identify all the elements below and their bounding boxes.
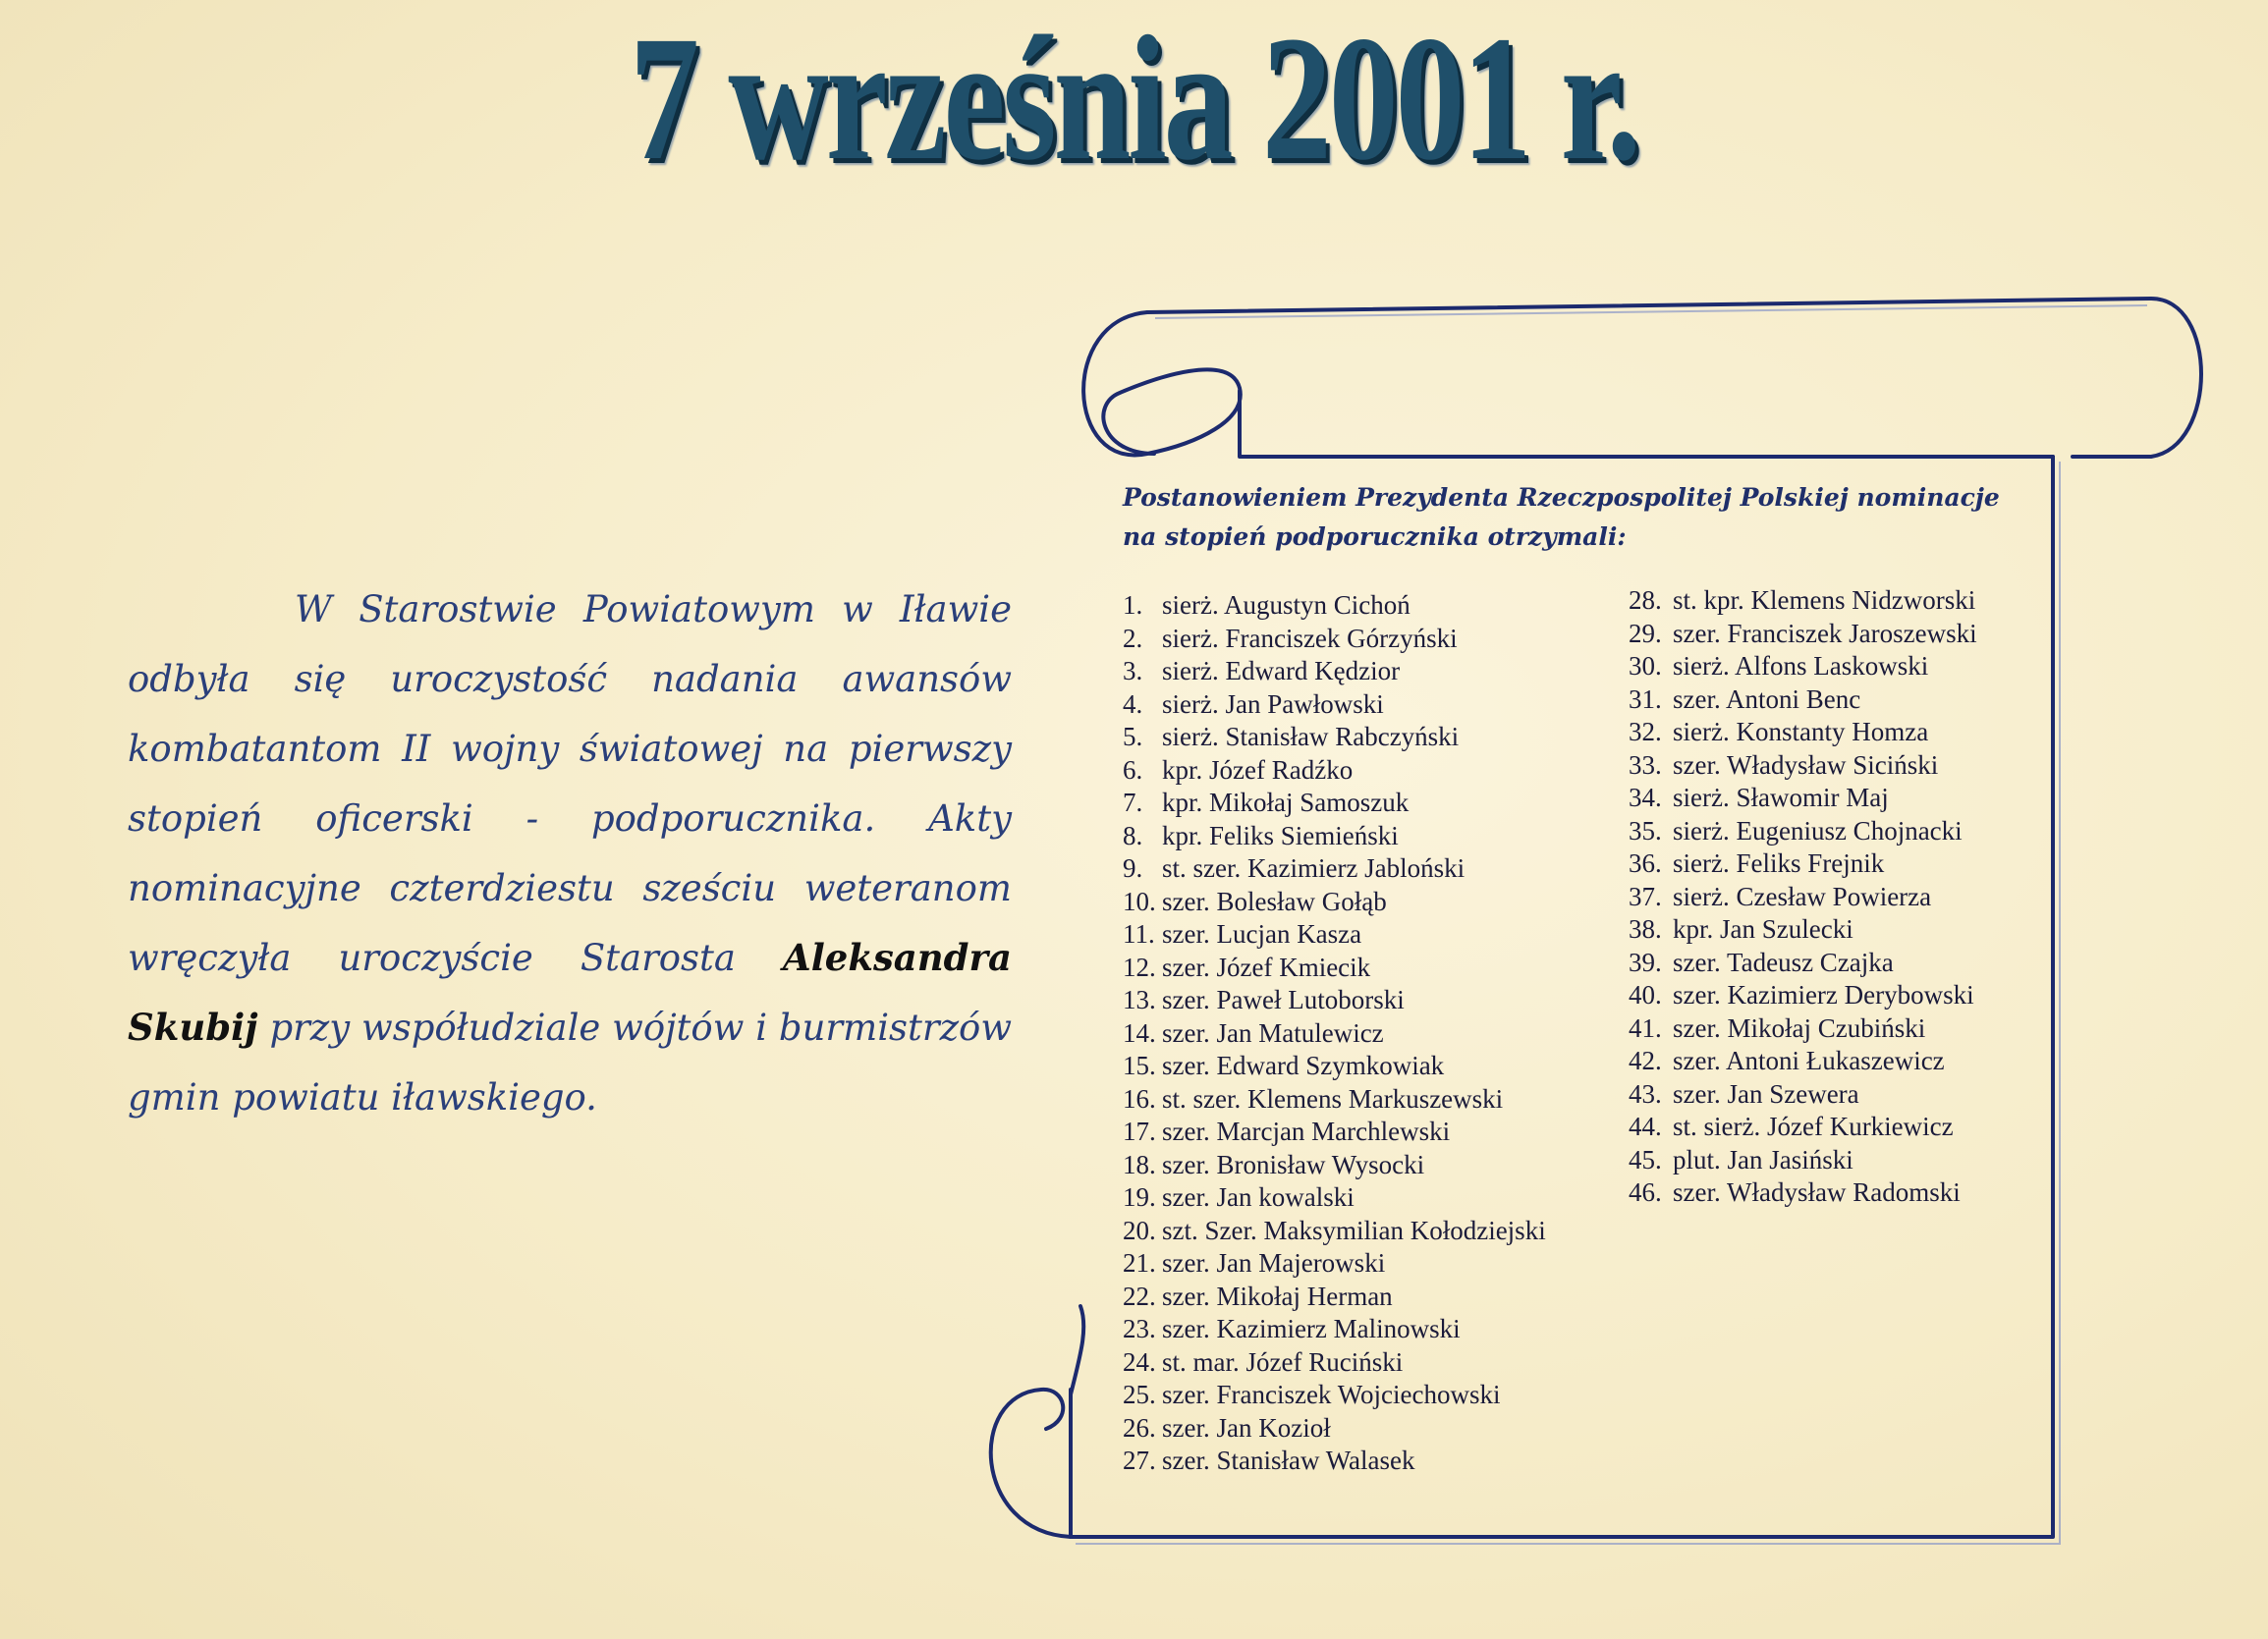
item-text: sierż. Jan Pawłowski bbox=[1162, 688, 1384, 719]
item-text: szer. Stanisław Walasek bbox=[1162, 1446, 1415, 1475]
intro-text: W Starostwie Powiatowym w Iławie odbyła się uroczystość nadania awansów kombatantom II wojny światowej na pierwszy stopień oficerski - podporucznika. Akty nominacyjne czterdziestu sześciu weteranom wręczyła uroczyście Starosta bbox=[128, 588, 1012, 979]
item-number: 12. bbox=[1123, 952, 1156, 982]
item-text: kpr. Feliks Siemieński bbox=[1162, 820, 1399, 850]
list-item bbox=[1123, 754, 1546, 788]
item-number: 38. bbox=[1629, 914, 1662, 944]
list-item bbox=[1123, 1247, 1546, 1281]
item-text: kpr. Jan Szulecki bbox=[1673, 914, 1853, 944]
item-text: szer. Franciszek Wojciechowski bbox=[1162, 1380, 1501, 1409]
list-item bbox=[1123, 1116, 1546, 1149]
list-item bbox=[1123, 1017, 1546, 1051]
list-item bbox=[1629, 1111, 1977, 1144]
list-item bbox=[1629, 947, 1977, 980]
item-number: 16. bbox=[1123, 1083, 1156, 1114]
list-item bbox=[1123, 1412, 1546, 1446]
item-text: kpr. Józef Radźko bbox=[1162, 754, 1354, 785]
item-text: sierż. Franciszek Górzyński bbox=[1162, 623, 1458, 653]
list-item bbox=[1123, 952, 1546, 985]
item-number: 22. bbox=[1123, 1281, 1156, 1311]
list-item bbox=[1629, 618, 1977, 651]
item-number: 45. bbox=[1629, 1144, 1662, 1175]
item-text: szer. Antoni Łukaszewicz bbox=[1673, 1046, 1945, 1075]
list-item bbox=[1123, 918, 1546, 952]
list-item bbox=[1123, 852, 1546, 886]
list-item bbox=[1123, 623, 1546, 656]
item-number: 41. bbox=[1629, 1012, 1662, 1043]
list-item bbox=[1123, 1379, 1546, 1412]
item-number: 43. bbox=[1629, 1078, 1662, 1109]
item-text: szer. Edward Szymkowiak bbox=[1162, 1051, 1445, 1080]
list-item bbox=[1123, 1313, 1546, 1346]
item-text: plut. Jan Jasiński bbox=[1673, 1144, 1853, 1175]
item-number: 11. bbox=[1123, 919, 1155, 949]
item-number: 28. bbox=[1629, 585, 1662, 615]
intro-text-end: przy współudziale wójtów i burmistrzów gmin powiatu iławskiego. bbox=[128, 1007, 1013, 1119]
item-text: sierż. Alfons Laskowski bbox=[1673, 651, 1929, 681]
item-number: 29. bbox=[1629, 618, 1662, 648]
item-text: sierż. Sławomir Maj bbox=[1673, 783, 1889, 812]
item-number: 18. bbox=[1123, 1149, 1156, 1179]
item-number: 31. bbox=[1629, 683, 1662, 714]
list-item bbox=[1629, 847, 1977, 881]
item-text: kpr. Mikołaj Samoszuk bbox=[1162, 788, 1410, 817]
item-text: szer. Władysław Radomski bbox=[1673, 1177, 1961, 1207]
item-number: 40. bbox=[1629, 980, 1662, 1010]
decree-heading: Postanowieniem Prezydenta Rzeczpospolitej Polskiej nominacje na stopień podporucznika otrzymali: bbox=[1123, 483, 2000, 551]
item-text: szer. Antoni Benc bbox=[1673, 683, 1861, 714]
item-number: 13. bbox=[1123, 985, 1156, 1014]
list-item bbox=[1123, 1149, 1546, 1182]
item-text: szer. Władysław Siciński bbox=[1673, 749, 1939, 780]
item-text: szer. Jan kowalski bbox=[1162, 1182, 1355, 1212]
item-text: st. mar. Józef Ruciński bbox=[1162, 1346, 1404, 1377]
item-number: 44. bbox=[1629, 1112, 1662, 1141]
list-item bbox=[1123, 886, 1546, 919]
list-item bbox=[1629, 716, 1977, 749]
item-text: szer. Lucjan Kasza bbox=[1162, 919, 1362, 949]
item-text: szer. Józef Kmiecik bbox=[1162, 952, 1371, 982]
item-text: szer. Bronisław Wysocki bbox=[1162, 1149, 1425, 1179]
list-item bbox=[1629, 881, 1977, 914]
list-item bbox=[1123, 721, 1546, 754]
item-text: sierż. Augustyn Cichoń bbox=[1162, 590, 1411, 620]
item-text: st. sierż. Józef Kurkiewicz bbox=[1673, 1112, 1954, 1141]
list-item bbox=[1123, 1215, 1546, 1248]
list-item bbox=[1123, 1281, 1546, 1314]
item-number: 35. bbox=[1629, 815, 1662, 846]
item-text: sierż. Stanisław Rabczyński bbox=[1162, 722, 1460, 751]
item-text: szt. Szer. Maksymilian Kołodziejski bbox=[1162, 1215, 1546, 1245]
item-number: 37. bbox=[1629, 881, 1662, 911]
list-item bbox=[1629, 650, 1977, 683]
item-number: 32. bbox=[1629, 717, 1662, 746]
item-text: sierż. Eugeniusz Chojnacki bbox=[1673, 815, 1963, 846]
list-item bbox=[1629, 1045, 1977, 1078]
list-item bbox=[1123, 820, 1546, 853]
item-text: szer. Jan Szewera bbox=[1673, 1078, 1859, 1109]
item-number: 26. bbox=[1123, 1412, 1156, 1443]
item-number: 3. bbox=[1123, 656, 1143, 685]
item-number: 21. bbox=[1123, 1248, 1156, 1278]
item-number: 33. bbox=[1629, 749, 1662, 780]
list-item bbox=[1629, 1144, 1977, 1177]
list-item bbox=[1629, 979, 1977, 1012]
list-item bbox=[1629, 1078, 1977, 1112]
list-item bbox=[1123, 688, 1546, 722]
item-number: 9. bbox=[1123, 853, 1143, 883]
item-number: 2. bbox=[1123, 623, 1143, 653]
item-text: st. kpr. Klemens Nidzworski bbox=[1673, 585, 1976, 615]
list-item bbox=[1123, 1445, 1546, 1478]
nominees-list-left bbox=[1123, 589, 1546, 1478]
list-item bbox=[1123, 1083, 1546, 1117]
item-number: 42. bbox=[1629, 1046, 1662, 1075]
item-number: 20. bbox=[1123, 1215, 1156, 1245]
item-number: 8. bbox=[1123, 820, 1143, 850]
list-item bbox=[1123, 787, 1546, 820]
list-item bbox=[1123, 1050, 1546, 1083]
item-number: 36. bbox=[1629, 848, 1662, 878]
item-number: 30. bbox=[1629, 651, 1662, 681]
list-item bbox=[1629, 913, 1977, 947]
item-text: szer. Jan Kozioł bbox=[1162, 1412, 1331, 1443]
item-text: sierż. Konstanty Homza bbox=[1673, 717, 1929, 746]
item-number: 46. bbox=[1629, 1177, 1662, 1207]
list-item bbox=[1123, 1181, 1546, 1215]
list-item bbox=[1629, 782, 1977, 815]
item-number: 24. bbox=[1123, 1346, 1156, 1377]
starosta-name: Aleksandra Skubij bbox=[128, 936, 1012, 1049]
item-number: 1. bbox=[1123, 590, 1143, 620]
item-number: 15. bbox=[1123, 1051, 1156, 1080]
list-item bbox=[1629, 815, 1977, 848]
list-item bbox=[1629, 1176, 1977, 1210]
item-number: 34. bbox=[1629, 783, 1662, 812]
item-number: 5. bbox=[1123, 722, 1143, 751]
item-text: szer. Jan Majerowski bbox=[1162, 1248, 1386, 1278]
item-text: szer. Mikołaj Czubiński bbox=[1673, 1012, 1926, 1043]
item-number: 39. bbox=[1629, 947, 1662, 977]
item-number: 17. bbox=[1123, 1117, 1156, 1146]
list-item bbox=[1123, 984, 1546, 1017]
list-item bbox=[1629, 749, 1977, 783]
list-item bbox=[1123, 589, 1546, 623]
item-text: szer. Franciszek Jaroszewski bbox=[1673, 618, 1977, 648]
item-text: st. szer. Kazimierz Jabloński bbox=[1162, 853, 1466, 883]
item-text: szer. Marcjan Marchlewski bbox=[1162, 1117, 1451, 1146]
item-text: szer. Mikołaj Herman bbox=[1162, 1281, 1393, 1311]
item-text: szer. Kazimierz Derybowski bbox=[1673, 980, 1974, 1010]
item-text: szer. Bolesław Gołąb bbox=[1162, 886, 1387, 916]
list-item bbox=[1629, 584, 1977, 618]
page-title: 7 września 2001 r. bbox=[630, 0, 1638, 197]
item-text: szer. Tadeusz Czajka bbox=[1673, 947, 1894, 977]
item-text: sierż. Czesław Powierza bbox=[1673, 881, 1932, 911]
item-number: 14. bbox=[1123, 1017, 1156, 1048]
item-text: sierż. Edward Kędzior bbox=[1162, 656, 1401, 685]
item-text: szer. Paweł Lutoborski bbox=[1162, 985, 1405, 1014]
item-text: szer. Jan Matulewicz bbox=[1162, 1017, 1384, 1048]
item-number: 19. bbox=[1123, 1182, 1156, 1212]
item-number: 27. bbox=[1123, 1446, 1156, 1475]
list-item bbox=[1123, 1346, 1546, 1380]
item-text: st. szer. Klemens Markuszewski bbox=[1162, 1083, 1504, 1114]
list-item bbox=[1629, 683, 1977, 717]
list-item bbox=[1629, 1012, 1977, 1046]
item-number: 23. bbox=[1123, 1314, 1156, 1343]
item-number: 6. bbox=[1123, 754, 1143, 785]
item-number: 7. bbox=[1123, 788, 1143, 817]
item-number: 10. bbox=[1123, 886, 1156, 916]
item-text: sierż. Feliks Frejnik bbox=[1673, 848, 1885, 878]
item-text: szer. Kazimierz Malinowski bbox=[1162, 1314, 1461, 1343]
list-item bbox=[1123, 655, 1546, 688]
item-number: 25. bbox=[1123, 1380, 1156, 1409]
nominees-list-right bbox=[1629, 584, 1977, 1210]
item-number: 4. bbox=[1123, 688, 1143, 719]
